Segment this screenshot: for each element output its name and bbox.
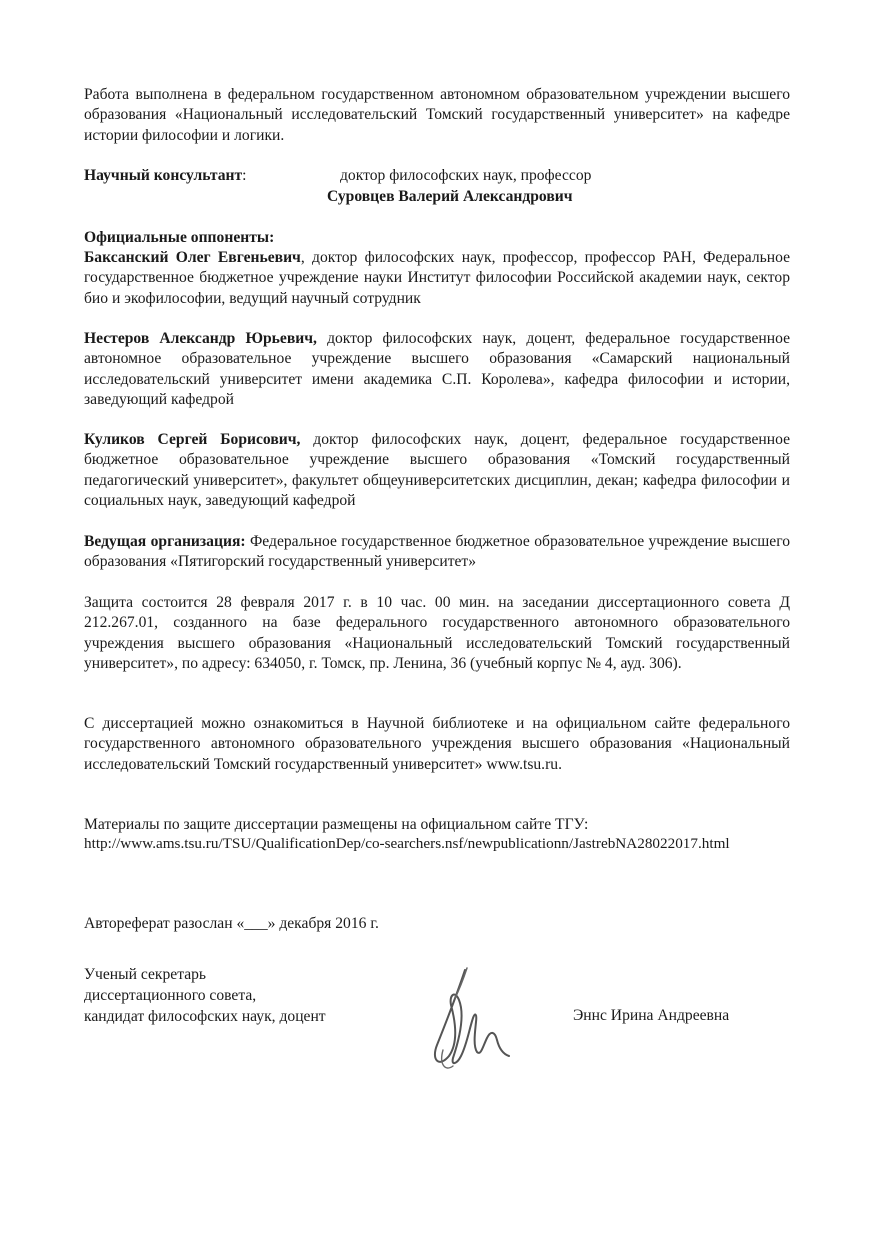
consultant-title: доктор философских наук, профессор xyxy=(340,167,592,184)
opponent-1: Баксанский Олег Евгеньевич, доктор философских наук, профессор, профессор РАН, Федеральное государственное бюджетное учреждение науки Институт философии Российской академии наук, сектор био и экофилософии, ведущий научный сотрудник xyxy=(84,249,790,307)
secretary-line-2: диссертационного совета, xyxy=(84,987,257,1004)
signature-image xyxy=(425,960,525,1080)
opponent-3: Куликов Сергей Борисович, доктор философских наук, доцент, федеральное государственное бюджетное образовательное учреждение высшего образования «Томский государственный педагогический университет», факультет общеуниверситетских дисциплин, декан; кафедра философии и социальных наук, заведующий кафедрой xyxy=(84,431,790,509)
secretary-line-1: Ученый секретарь xyxy=(84,966,207,983)
opponent-2: Нестеров Александр Юрьевич, доктор философских наук, доцент, федеральное государственное автономное образовательное учреждение высшего образования «Самарский национальный исследовательский университет имени академика С.П. Королева», кафедра философии и истории, заведующий кафедрой xyxy=(84,330,790,408)
opponent-1-name: Баксанский Олег Евгеньевич xyxy=(84,249,301,266)
opponent-3-name: Куликов Сергей Борисович, xyxy=(84,431,301,448)
consultant-label: Научный консультант: xyxy=(84,167,247,184)
leading-organization: Ведущая организация: Федеральное государственное бюджетное образовательное учреждение высшего образования «Пятигорский государственный университет» xyxy=(84,533,790,571)
library-paragraph: С диссертацией можно ознакомиться в Научной библиотеке и на официальном сайте федерального государственного автономного образовательного учреждения высшего образования «Национальный исследовательский Томский государственный университет» www.tsu.ru. xyxy=(84,715,790,773)
dispatch-line: Автореферат разослан «___» декабря 2016 г. xyxy=(84,915,379,932)
defense-paragraph: Защита состоится 28 февраля 2017 г. в 10 час. 00 мин. на заседании диссертационного совета Д 212.267.01, созданного на базе федерального государственного автономного образовательного учреждения высшего образования «Национальный исследовательский Томский государственный университет», по адресу: 634050, г. Томск, пр. Ленина, 36 (учебный корпус № 4, ауд. 306). xyxy=(84,594,790,672)
materials-url[interactable]: http://www.ams.tsu.ru/TSU/QualificationDep/co-searchers.nsf/newpublicationn/JastrebNA28022017.html xyxy=(84,835,730,852)
leading-organization-label: Ведущая организация: xyxy=(84,533,246,550)
secretary-line-3: кандидат философских наук, доцент xyxy=(84,1008,326,1025)
opponents-heading: Официальные оппоненты: xyxy=(84,229,275,246)
intro-paragraph: Работа выполнена в федеральном государственном автономном образовательном учреждении высшего образования «Национальный исследовательский Томский государственный университет» на кафедре истории философии и логики. xyxy=(84,86,790,144)
secretary-name: Эннс Ирина Андреевна xyxy=(573,1007,730,1024)
consultant-name: Суровцев Валерий Александрович xyxy=(327,188,573,205)
secretary-block xyxy=(84,964,326,1027)
materials-text: Материалы по защите диссертации размещены на официальном сайте ТГУ: xyxy=(84,816,589,833)
opponent-2-name: Нестеров Александр Юрьевич, xyxy=(84,330,317,347)
